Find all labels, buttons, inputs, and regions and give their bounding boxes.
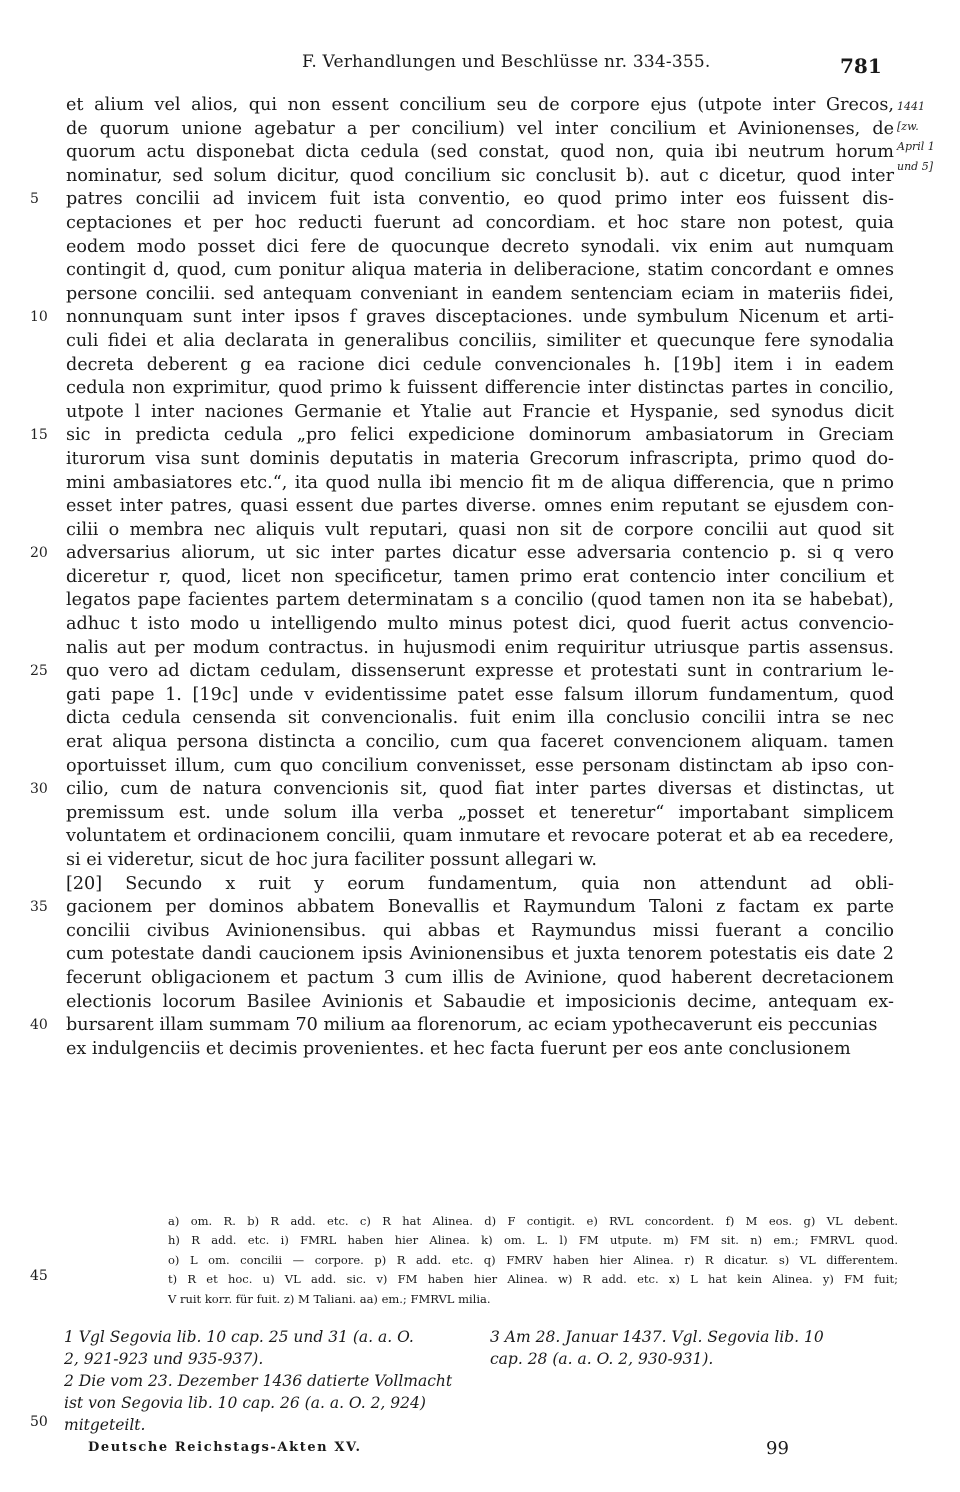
text-line: diceretur r, quod, licet non specificetur, tamen primo erat contencio inter concilium et	[66, 566, 894, 587]
text-line: bursarent illam summam 70 milium aa florenorum, ac eciam ypothecaverunt eis peccunias	[66, 1015, 878, 1036]
text-line: contingit d, quod, cum ponitur aliqua materia in deliberacione, statim concordant e omnes	[66, 260, 894, 281]
text-line: quo vero ad dictam cedulam, dissenserunt expresse et protestati sunt in contrarium le-	[66, 661, 894, 682]
text-line: oportuisset illum, cum quo concilium convenisset, esse personam distinctam ab ipso con-	[66, 755, 894, 776]
line-number: 5	[30, 191, 39, 208]
margin-note-line: April 1	[897, 140, 935, 153]
line-number: 35	[30, 899, 48, 916]
main-text	[66, 94, 894, 1061]
text-line: mini ambasiatores etc.“, ita quod nulla ibi mencio fit m de aliqua differencia, que n primo	[66, 472, 894, 493]
line-number: 15	[30, 427, 48, 444]
text-line: iturorum visa sunt dominis deputatis in materia Grecorum infrascripta, primo quod do-	[66, 448, 894, 469]
footnote-line: 1 Vgl Segovia lib. 10 cap. 25 und 31 (a. a. O.	[64, 1328, 414, 1346]
text-line: quorum actu disponebat dicta cedula (sed constat, quod non, quia ibi neutrum horum	[66, 142, 894, 163]
text-line: adhuc t isto modo u intelligendo multo minus potest dici, quod fuerit actus convencio-	[66, 614, 894, 635]
footnote-line: 2, 921-923 und 935-937).	[64, 1350, 264, 1368]
text-line: gacionem per dominos abbatem Bonevallis et Raymundum Taloni z factam ex parte	[66, 897, 894, 918]
text-line: esset inter patres, quasi essent due partes diverse. omnes enim reputant se ejusdem con-	[66, 496, 894, 517]
apparatus-line: a) om. R. b) R add. etc. c) R hat Alinea. d) F contigit. e) RVL concordent. f) M eos. g) VL debent.	[168, 1214, 898, 1228]
line-number: 40	[30, 1017, 48, 1034]
line-number: 20	[30, 545, 48, 562]
page-footer	[88, 1440, 908, 1464]
footnotes-left-column	[64, 1326, 474, 1436]
text-line: gati pape 1. [19c] unde v evidentissime patet esse falsum illorum fundamentum, quod	[66, 684, 894, 705]
text-line: ex indulgenciis et decimis provenientes. et hec facta fuerunt per eos ante conclusionem	[66, 1038, 851, 1059]
line-number: 25	[30, 663, 48, 680]
text-line: erat aliqua persona distincta a concilio, cum qua faceret convencionem aliquam. tamen	[66, 732, 894, 753]
apparatus-line: h) R add. etc. i) FMRL haben hier Alinea. k) om. L. l) FM utpute. m) FM sit. n) em.; FMRVL quod.	[168, 1233, 898, 1248]
signature-mark: 99	[766, 1438, 789, 1459]
line-number: 10	[30, 309, 48, 326]
text-line: cilii o membra nec aliquis vult reputari, quasi non sit de corpore concilii aut quod sit	[66, 519, 894, 540]
text-line: decreta deberent g ea racione dici cedule convencionales h. [19b] item i in eadem	[66, 354, 894, 375]
text-line: utpote l inter naciones Germanie et Ytalie aut Francie et Hyspanie, sed synodus dicit	[66, 401, 894, 422]
text-line: cum potestate dandi caucionem ipsis Avinionensibus et juxta tenorem potestatis eis date 2	[66, 944, 894, 965]
line-number: 45	[30, 1268, 48, 1284]
apparatus-line: o) L om. concilii — corpore. p) R add. etc. q) FMRV haben hier Alinea. r) R dicatur. s) VL differentem.	[168, 1252, 898, 1267]
text-line: cilio, cum de natura convencionis sit, quod fiat inter partes diversas et distinctas, ut	[66, 779, 894, 800]
footnotes-right-column	[490, 1326, 900, 1370]
apparatus-line: V ruit korr. für fuit. z) M Taliani. aa) em.; FMRVL milia.	[168, 1291, 491, 1306]
text-line: electionis locorum Basilee Avinionis et Sabaudie et imposicionis decime, antequam ex-	[66, 991, 894, 1012]
text-line: adversarius aliorum, ut sic inter partes dicatur esse adversaria contencio p. si q vero	[66, 543, 894, 564]
text-line: nalis aut per modum contractus. in hujusmodi enim requiritur utriusque partis assensus.	[66, 637, 894, 658]
line-number: 30	[30, 781, 48, 798]
text-line: eodem modo posset dici fere de quocunque decreto synodali. vix enim aut numquam	[66, 236, 894, 257]
page-header	[0, 52, 960, 76]
margin-note-line: [zw.	[897, 120, 919, 133]
text-line: nonnunquam sunt inter ipsos f graves disceptaciones. unde symbulum Nicenum et arti-	[66, 307, 894, 328]
page-number: 781	[840, 54, 882, 78]
text-line: persone concilii. sed antequam conveniant in eandem sentenciam eciam in materiis fidei,	[66, 283, 894, 304]
text-line: de quorum unione agebatur a per concilium) vel inter concilium et Avinionenses, de	[66, 118, 894, 139]
text-line: fecerunt obligacionem et pactum 3 cum illis de Avinione, quod haberent decretacionem	[66, 967, 894, 988]
margin-note-line: 1441	[897, 100, 925, 113]
footnote-line: 3 Am 28. Januar 1437. Vgl. Segovia lib. 10	[490, 1328, 824, 1346]
text-line: nominatur, sed solum dicitur, quod concilium sic conclusit b). aut c dicetur, quod inter	[66, 165, 894, 186]
running-head: F. Verhandlungen und Beschlüsse nr. 334-355.	[302, 52, 711, 72]
text-line: sic in predicta cedula „pro felici expedicione dominorum ambasiatorum in Greciam	[66, 425, 894, 446]
text-line: cedula non exprimitur, quod primo k fuissent differencie inter distinctas partes in concilio,	[66, 378, 894, 399]
text-line: dicta cedula censenda sit convencionalis. fuit enim illa conclusio concilii intra se nec	[66, 708, 894, 729]
text-line: [20] Secundo x ruit y eorum fundamentum, quia non attendunt ad obli-	[66, 873, 894, 894]
margin-date-note	[897, 97, 957, 177]
apparatus-line: t) R et hoc. u) VL add. sic. v) FM haben hier Alinea. w) R add. etc. x) L hat kein Alinea. y) FM fuit;	[168, 1272, 898, 1287]
series-title: Deutsche Reichstags-Akten XV.	[88, 1440, 362, 1455]
text-line: culi fidei et alia declarata in generalibus conciliis, similiter et quecunque fere synodalia	[66, 330, 894, 351]
text-line: legatos pape facientes partem determinatam s a concilio (quod tamen non ita se habebat),	[66, 590, 894, 611]
text-line: concilii civibus Avinionensibus. qui abbas et Raymundus missi fuerant a concilio	[66, 920, 894, 941]
margin-note-line: und 5]	[897, 160, 933, 173]
text-line: si ei videretur, sicut de hoc jura faciliter possunt allegari w.	[66, 850, 597, 870]
footnote-line: ist von Segovia lib. 10 cap. 26 (a. a. O. 2, 924)	[64, 1394, 426, 1412]
footnote-line: 2 Die vom 23. Dezember 1436 datierte Vollmacht	[64, 1372, 453, 1390]
text-line: premissum est. unde solum illa verba „posset et teneretur“ importabant simplicem	[66, 802, 894, 823]
text-line: ceptaciones et per hoc reducti fuerunt ad concordiam. et hoc stare non potest, quia	[66, 212, 894, 233]
text-line: voluntatem et ordinacionem concilii, quam inmutare et revocare poterat et ab ea recedere,	[66, 826, 894, 847]
text-line: et alium vel alios, qui non essent concilium seu de corpore ejus (utpote inter Grecos,	[66, 95, 894, 115]
critical-apparatus	[168, 1212, 898, 1309]
footnote-line: cap. 28 (a. a. O. 2, 930-931).	[490, 1350, 714, 1368]
line-number: 50	[30, 1414, 48, 1430]
footnote-line: mitgeteilt.	[64, 1416, 146, 1434]
text-line: patres concilii ad invicem fuit ista conventio, eo quod primo inter eos fuissent dis-	[66, 189, 894, 210]
